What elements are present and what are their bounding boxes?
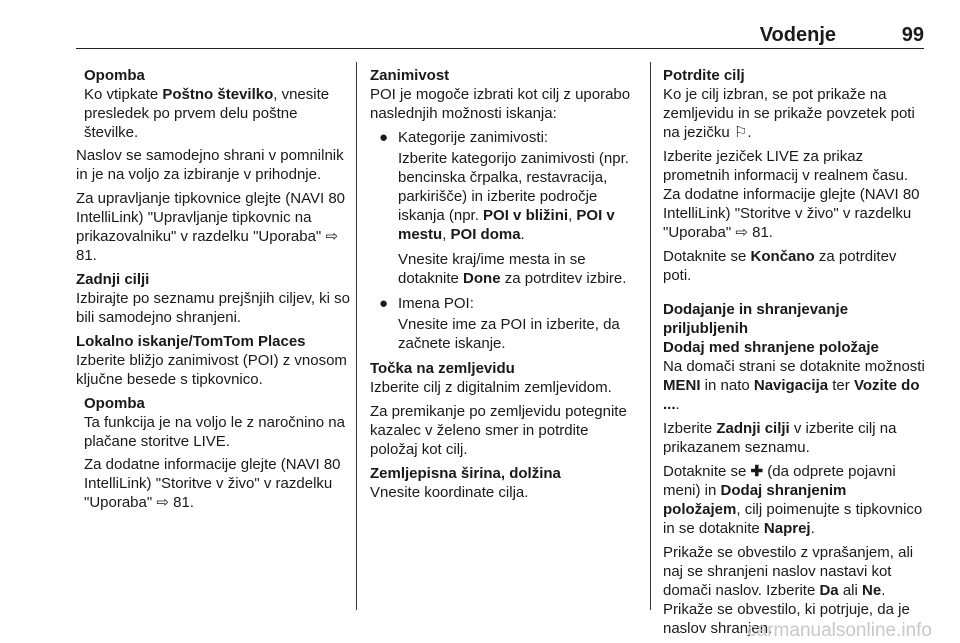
punctuation: . xyxy=(520,226,525,243)
bullet-icon: ● xyxy=(379,295,389,312)
paragraph-text: Izbirajte po seznamu prejšnjih ciljev, ki so bili samodejno shranjeni. xyxy=(76,290,351,326)
paragraph-text: , cilj poimenujte s tipkovnico in se dotaknite xyxy=(663,501,923,537)
page-reference: 81. xyxy=(76,247,97,264)
paragraph: Naslov se samodejno shrani v pomnilnik in je na voljo za izbiranje v prihodnje. xyxy=(76,147,344,183)
paragraph-text: Izberite xyxy=(663,420,717,437)
paragraph-text: Ko je cilj izbran, se pot prikaže na zemljevidu in se prikaže povzetek poti na jezičku xyxy=(663,86,915,141)
paragraph-text: Izberite jeziček LIVE za prikaz prometnih informacij v realnem času. Za dodatne informacije glejte (NAVI 80 IntelliLink) "Storitve v živo" v razdelku "Uporaba" xyxy=(663,148,920,241)
list-item-label: Kategorije zanimivosti: xyxy=(398,129,549,146)
section-heading: Zadnji cilji xyxy=(76,271,150,288)
note-heading: Opomba xyxy=(84,395,145,412)
spacer xyxy=(663,290,928,300)
reference-arrow-icon: ⇨ xyxy=(325,228,339,245)
option-label: POI v mestu xyxy=(398,207,615,243)
paragraph-text: Izberite kategorijo zanimivosti (npr. bencinska črpalka, restavracija, parkirišče) in izberite področje iskanja (npr. xyxy=(398,150,629,224)
bullet-icon: ● xyxy=(379,129,389,146)
paragraph xyxy=(663,462,928,538)
punctuation: . xyxy=(675,396,680,413)
paragraph xyxy=(76,189,352,265)
column-1 xyxy=(76,66,352,516)
flag-icon: ⚐ xyxy=(733,124,748,141)
watermark: carmanualsonline.info xyxy=(747,620,932,641)
paragraph xyxy=(663,419,928,457)
paragraph-text: POI je mogoče izbrati kot cilj z uporabo naslednjih možnosti iskanja: xyxy=(370,86,631,122)
list-item-detail xyxy=(370,149,638,244)
punctuation: . xyxy=(747,124,752,141)
paragraph-text: (da odprete pojavni meni) in xyxy=(663,463,896,499)
option-label: MENI xyxy=(663,377,701,394)
paragraph-text: Vnesite koordinate cilja. xyxy=(370,484,529,501)
list-item xyxy=(370,294,638,313)
page-header xyxy=(76,0,924,49)
paragraph-text: za potrditev poti. xyxy=(663,248,897,284)
separator: , xyxy=(442,226,451,243)
option-label: POI doma xyxy=(450,226,521,243)
note-box xyxy=(76,394,352,512)
list-item xyxy=(370,128,638,147)
section-heading: Dodajanje in shranjevanje priljubljenih xyxy=(663,301,849,337)
option-label: Dodaj shranjenim položajem xyxy=(663,482,847,518)
note-text: Ko vtipkate xyxy=(84,86,163,103)
section-heading: Potrdite cilj xyxy=(663,67,745,84)
note-text: Ta funkcija je na voljo le z naročnino na plačane storitve LIVE. xyxy=(84,414,345,450)
paragraph-text: Vnesite kraj/ime mesta in se dotaknite xyxy=(398,251,586,287)
section-heading: Zanimivost xyxy=(370,67,450,84)
note-text: Za dodatne informacije glejte (NAVI 80 IntelliLink) "Storitve v živo" v razdelku "Uporaba" xyxy=(84,456,341,511)
paragraph-text: . Prikaže se obvestilo, ki potrjuje, da je naslov shranjen. xyxy=(663,582,910,637)
column-divider xyxy=(356,62,357,610)
paragraph-text: Izberite cilj z digitalnim zemljevidom. xyxy=(370,379,612,396)
paragraph-text: Za upravljanje tipkovnice glejte (NAVI 80 IntelliLink) "Upravljanje tipkovnic na prikazovalniku" v razdelku "Uporaba" xyxy=(76,190,346,245)
paragraph-text: ali xyxy=(838,582,862,599)
paragraph-text: Izberite bližjo zanimivost (POI) z vnosom ključne besede s tipkovnico. xyxy=(76,352,347,388)
paragraph-text: Na domači strani se dotaknite možnosti xyxy=(663,358,925,375)
reference-arrow-icon: ⇨ xyxy=(156,494,169,511)
paragraph-text: Dotaknite se xyxy=(663,248,751,265)
option-label: Naprej xyxy=(763,520,811,537)
paragraph-text: in nato xyxy=(700,377,754,394)
paragraph-text: Prikaže se obvestilo z vprašanjem, ali naj se shranjeni naslov nastavi kot domači naslov. Izberite xyxy=(663,544,914,599)
separator: , xyxy=(568,207,577,224)
paragraph-text: za potrditev izbire. xyxy=(500,270,627,287)
section-heading: Lokalno iskanje/TomTom Places xyxy=(76,333,306,350)
note-heading: Opomba xyxy=(84,67,145,84)
section-heading: Točka na zemljevidu xyxy=(370,360,515,377)
note-text: , vnesite presledek po prvem delu poštne številke. xyxy=(84,86,330,141)
note-box xyxy=(76,66,352,142)
list-item-detail: Vnesite ime za POI in izberite, da začnete iskanje. xyxy=(398,316,620,352)
paragraph-text: Dotaknite se xyxy=(663,463,751,480)
page-title: Vodenje xyxy=(759,24,836,46)
note-bold: Poštno številko xyxy=(162,86,274,103)
section-heading: Zemljepisna širina, dolžina xyxy=(370,465,561,482)
option-label: Končano xyxy=(750,248,815,265)
paragraph-text: ter xyxy=(828,377,854,394)
punctuation: . xyxy=(810,520,815,537)
list-item-detail xyxy=(370,250,638,288)
column-2 xyxy=(370,66,638,507)
plus-icon: ✚ xyxy=(750,463,764,480)
column-3 xyxy=(663,66,928,643)
paragraph xyxy=(663,147,928,242)
option-label: Ne xyxy=(862,582,882,599)
option-label: Navigacija xyxy=(753,377,829,394)
page-reference: 81. xyxy=(173,494,194,511)
column-divider xyxy=(650,62,651,610)
option-label: Da xyxy=(819,582,839,599)
paragraph xyxy=(663,357,928,414)
paragraph: Za premikanje po zemljevidu potegnite kazalec v želeno smer in potrdite položaj kot cilj. xyxy=(370,403,627,458)
page-number: 99 xyxy=(901,24,924,46)
option-label: Vozite do ... xyxy=(663,377,920,413)
page-reference: 81. xyxy=(752,224,773,241)
list-item-label: Imena POI: xyxy=(398,295,474,312)
option-label: Done xyxy=(463,270,501,287)
reference-arrow-icon: ⇨ xyxy=(735,224,748,241)
subsection-heading: Dodaj med shranjene položaje xyxy=(663,339,879,356)
option-label: Zadnji cilji xyxy=(716,420,790,437)
paragraph-text: v izberite cilj na prikazanem seznamu. xyxy=(663,420,897,456)
option-label: POI v bližini xyxy=(483,207,569,224)
paragraph xyxy=(663,247,928,285)
